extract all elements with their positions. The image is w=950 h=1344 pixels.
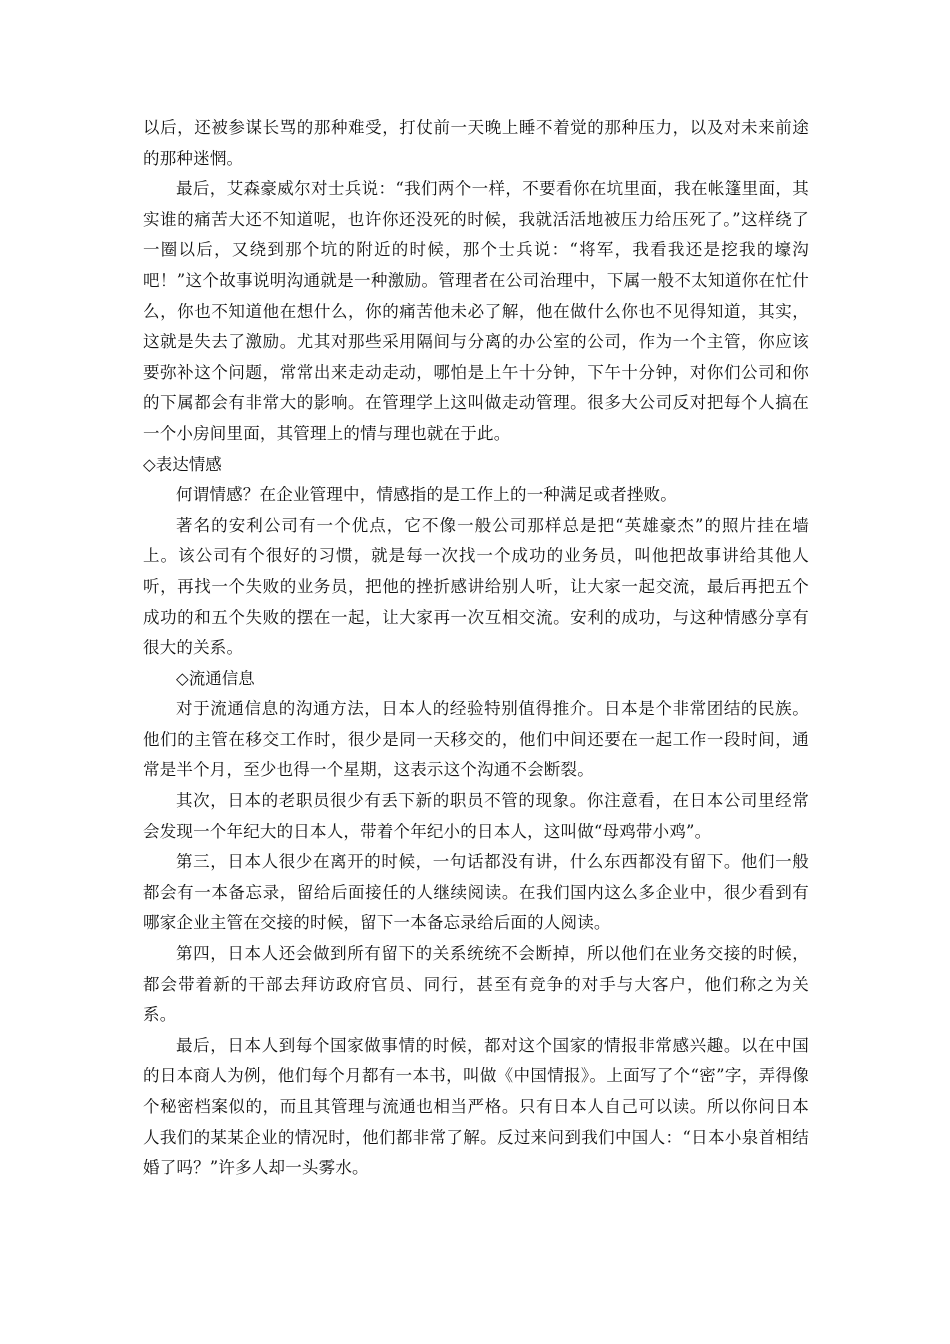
paragraph-continuation: 以后，还被参谋长骂的那种难受，打仗前一天晚上睡不着觉的那种压力，以及对未来前途的那种迷惘。 [143,118,809,168]
paragraph-emotion-definition: 何谓情感？在企业管理中，情感指的是工作上的一种满足或者挫败。 [176,485,677,505]
paragraph-eisenhower-story: 最后，艾森豪威尔对士兵说：“我们两个一样，不要看你在坑里面，我在帐篷里面，其实谁的痛苦大还不知道呢，也许你还没死的时候，我就活活地被压力给压死了。”这样绕了一圈以后，又绕到那个坑的附近的时候，那个士兵说：“将军，我看我还是挖我的壕沟吧！”这个故事说明沟通就是一种激励。管理者在公司治理中，下属一般不太知道你在忙什么，你也不知道他在想什么，你的痛苦他未必了解，他在做什么你也不见得知道，其实，这就是失去了激励。尤其对那些采用隔间与分离的办公室的公司，作为一个主管，你应该要弥补这个问题，常常出来走动走动，哪怕是上午十分钟，下午十分钟，对你们公司和你的下属都会有非常大的影响。在管理学上这叫做走动管理。很多大公司反对把每个人搞在一个小房间里面，其管理上的情与理也就在于此。 [143,179,809,443]
paragraph-senior-staff: 其次，日本的老职员很少有丢下新的职员不管的现象。你注意看，在日本公司里经常会发现一个年纪大的日本人，带着个年纪小的日本人，这叫做“母鸡带小鸡”。 [143,791,809,841]
paragraph-japanese-handover: 对于流通信息的沟通方法，日本人的经验特别值得推介。日本是个非常团结的民族。他们的主管在移交工作时，很少是同一天移交的，他们中间还要在一起工作一段时间，通常是半个月，至少也得一个星期，这表示这个沟通不会断裂。 [143,699,809,780]
paragraph-relationships: 第四，日本人还会做到所有留下的关系统统不会断掉，所以他们在业务交接的时候，都会带着新的干部去拜访政府官员、同行，甚至有竞争的对手与大客户，他们称之为关系。 [143,944,809,1025]
paragraph-amway: 著名的安利公司有一个优点，它不像一般公司那样总是把“英雄豪杰”的照片挂在墙上。该公司有个很好的习惯，就是每一次找一个成功的业务员，叫他把故事讲给其他人听，再找一个失败的业务员，把他的挫折感讲给别人听，让大家一起交流，最后再把五个成功的和五个失败的摆在一起，让大家再一次互相交流。安利的成功，与这种情感分享有很大的关系。 [143,515,809,658]
section-heading-express-emotion: ◇表达情感 [143,454,222,474]
paragraph-intelligence: 最后，日本人到每个国家做事情的时候，都对这个国家的情报非常感兴趣。以在中国的日本商人为例，他们每个月都有一本书，叫做《中国情报》。上面写了个“密”字，弄得像个秘密档案似的，而且其管理与流通也相当严格。只有日本人自己可以读。所以你问日本人我们的某某企业的情况时，他们都非常了解。反过来问到我们中国人：“日本小泉首相结婚了吗？”许多人却一头雾水。 [143,1035,809,1178]
paragraph-memo: 第三，日本人很少在离开的时候，一句话都没有讲，什么东西都没有留下。他们一般都会有一本备忘录，留给后面接任的人继续阅读。在我们国内这么多企业中，很少看到有哪家企业主管在交接的时候，留下一本备忘录给后面的人阅读。 [143,852,809,933]
document-body [143,113,809,1184]
section-heading-circulate-information: ◇流通信息 [176,668,255,688]
